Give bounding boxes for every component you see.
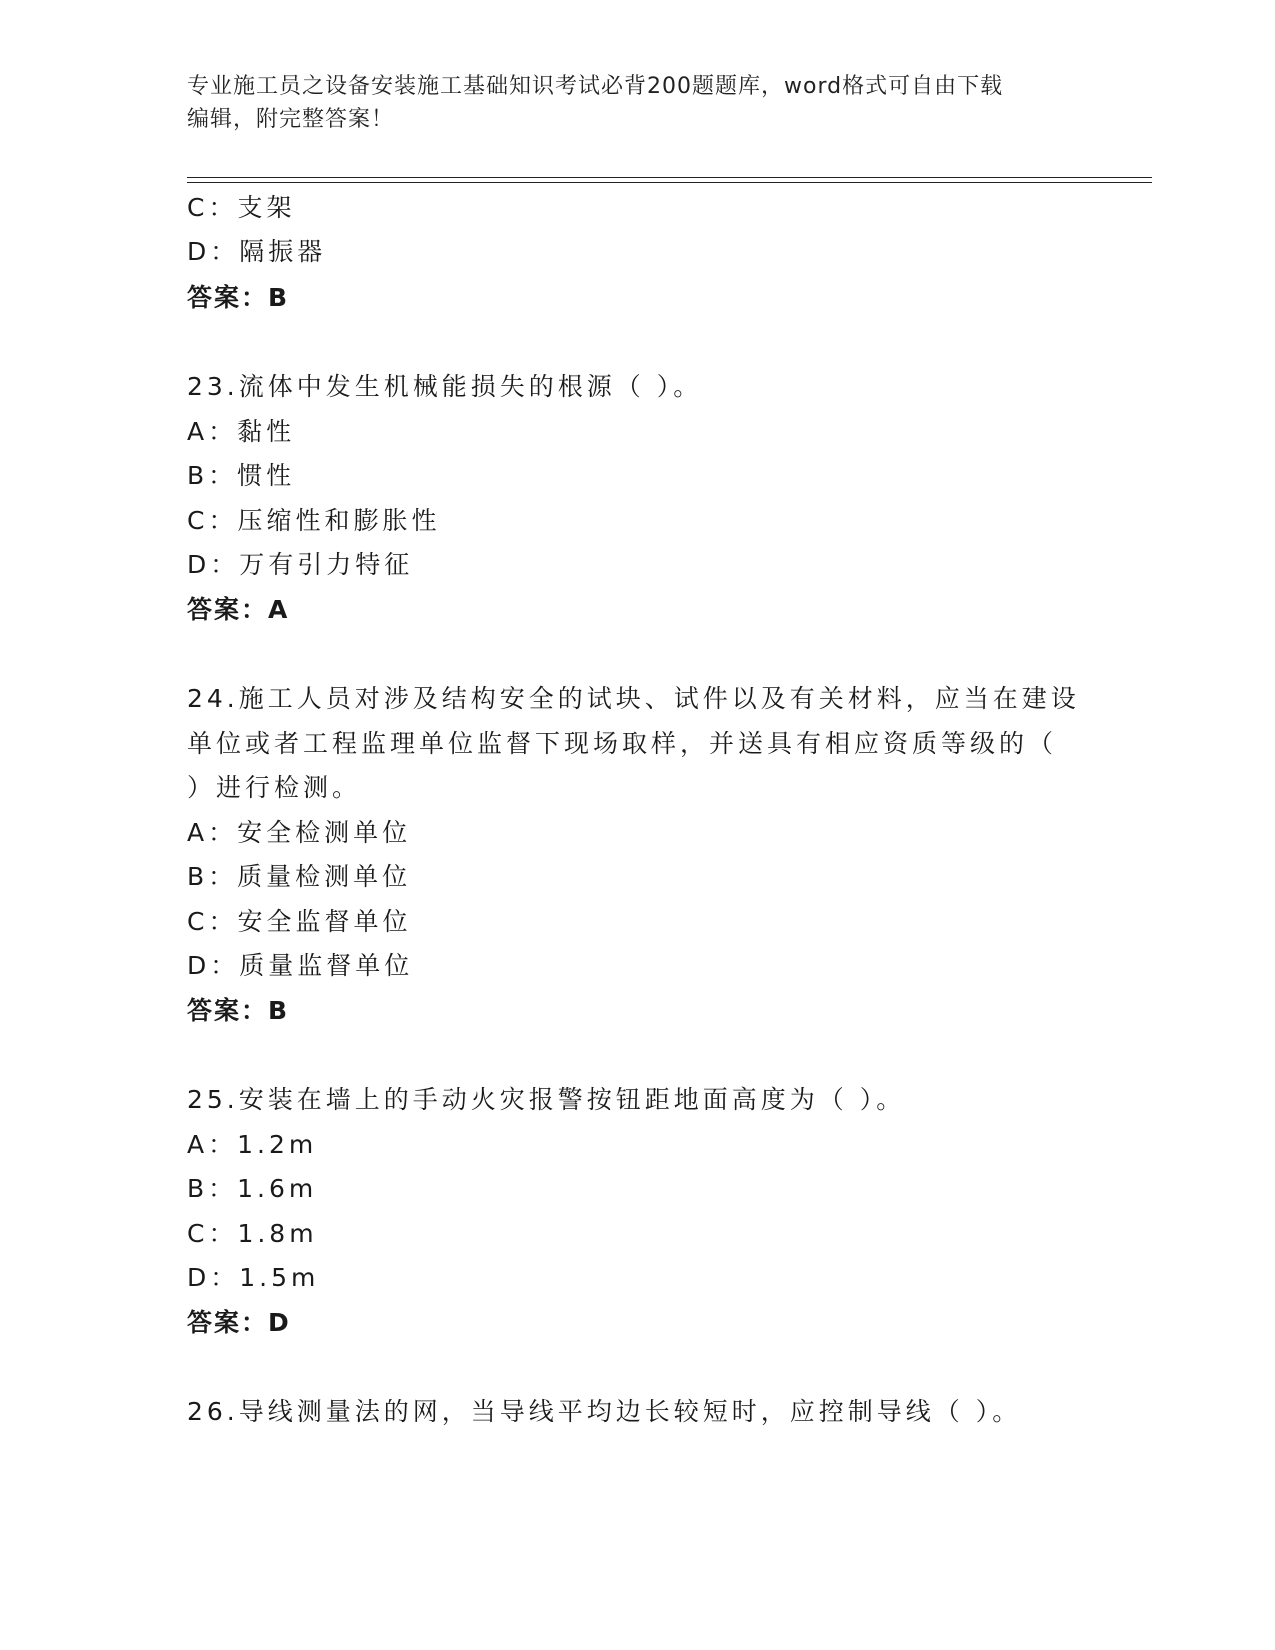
header-title-line-2: 编辑，附完整答案！ [187, 107, 395, 132]
q23-question: 23.流体中发生机械能损失的根源（ ）。 [187, 372, 703, 401]
q25-option-d: D：1.5m [187, 1263, 320, 1292]
header-divider-top [187, 177, 1152, 178]
document-header [187, 70, 1067, 136]
q24-question-line-3: ）进行检测。 [187, 773, 362, 802]
q24-option-c: C：安全监督单位 [187, 907, 412, 936]
q23-option-c: C：压缩性和膨胀性 [187, 506, 441, 535]
q23-option-b: B：惯性 [187, 461, 296, 490]
prev-answer: 答案：B [187, 283, 290, 312]
q25-option-a: A：1.2m [187, 1130, 318, 1159]
q24-question-line-1: 24.施工人员对涉及结构安全的试块、试件以及有关材料，应当在建设 [187, 684, 1080, 713]
header-title-line-1: 专业施工员之设备安装施工基础知识考试必背200题题库，word格式可自由下载 [187, 74, 1004, 99]
q24-option-d: D：质量监督单位 [187, 951, 414, 980]
header-divider-bottom [187, 182, 1152, 183]
q25-answer: 答案：D [187, 1308, 291, 1337]
q24-answer: 答案：B [187, 996, 290, 1025]
q23-option-d: D：万有引力特征 [187, 550, 414, 579]
q23-option-a: A：黏性 [187, 417, 296, 446]
q24-question-line-2: 单位或者工程监理单位监督下现场取样，并送具有相应资质等级的（ [187, 729, 1058, 758]
q24-option-b: B：质量检测单位 [187, 862, 412, 891]
q23-answer: 答案：A [187, 595, 290, 624]
q25-question: 25.安装在墙上的手动火灾报警按钮距地面高度为（ ）。 [187, 1085, 906, 1114]
prev-option-d: D：隔振器 [187, 237, 327, 266]
prev-option-c: C：支架 [187, 193, 296, 222]
q24-option-a: A：安全检测单位 [187, 818, 412, 847]
q25-option-c: C：1.8m [187, 1219, 318, 1248]
q26-question: 26.导线测量法的网，当导线平均边长较短时，应控制导线（ ）。 [187, 1397, 1022, 1426]
q25-option-b: B：1.6m [187, 1174, 318, 1203]
